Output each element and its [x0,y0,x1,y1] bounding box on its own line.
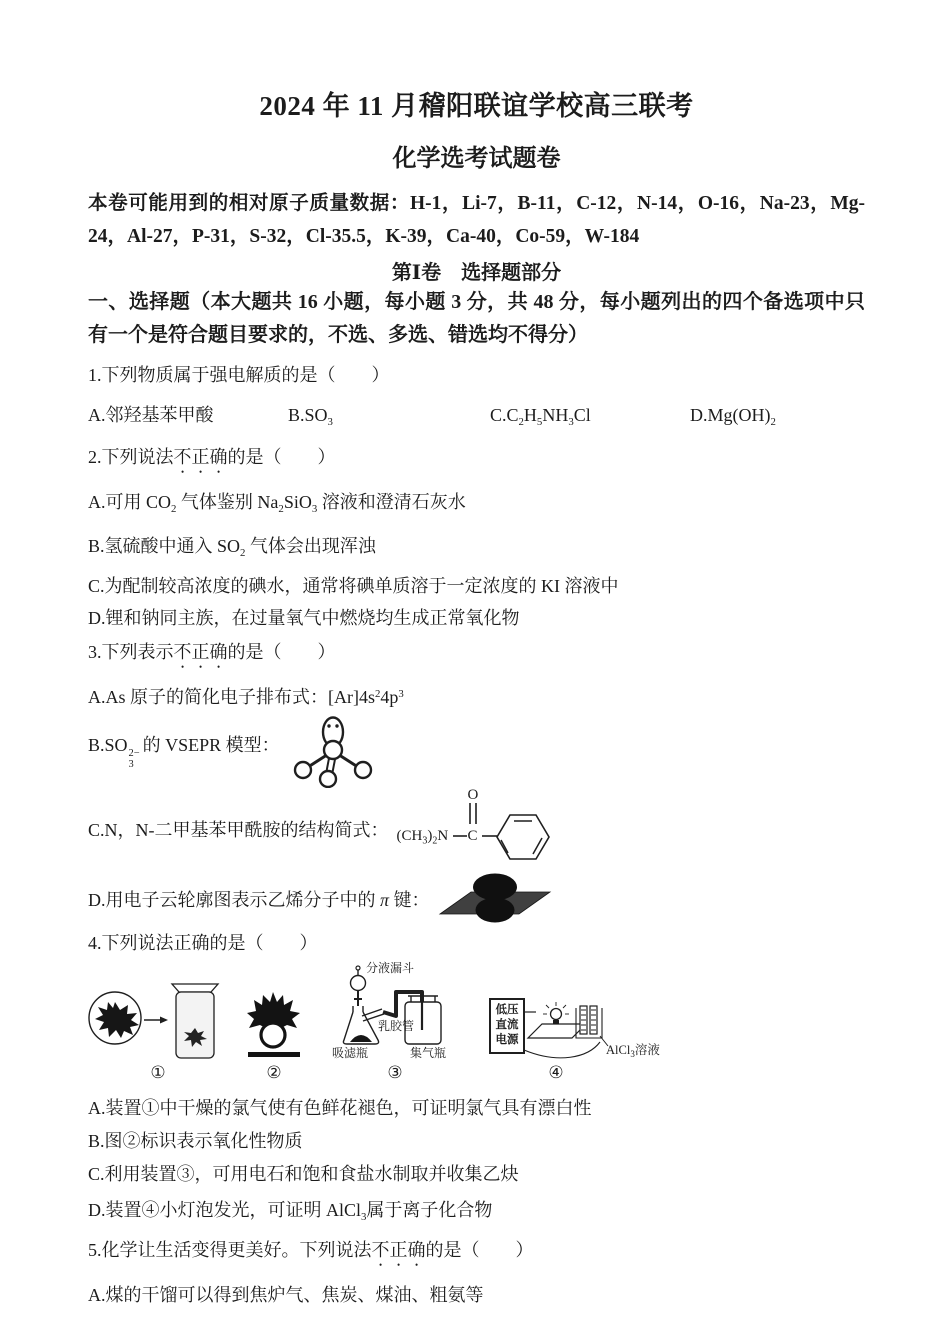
atomic-mass-note: 本卷可能用到的相对原子质量数据：H-1，Li-7，B-11，C-12，N-14，O-16，Na-23，Mg-24，Al-27，P-31，S-32，Cl-35.5，K-39，Ca-40，Co-59，W-184 [88,193,865,247]
question-2 [88,444,865,631]
question-1 [88,362,865,428]
question-1-option-c: $C.C_2H_5NH_3Cl$ [490,405,591,428]
gas-bottle-label: 集气瓶 [410,1046,447,1060]
question-3-option-b-text: B.SO 2− 3 的 VSEPR 模型： [88,734,280,770]
flame-over-circle-icon [246,990,302,1060]
section-title: 第Ⅰ卷 选择题部分 [391,262,562,284]
figure-1-flower-gas-bottle [88,976,228,1083]
question-4-figures [88,962,865,1083]
conductivity-apparatus-drawing [488,994,668,1060]
question-4-option-b: B.图②标识表示氧化性物质 [88,1131,303,1151]
rubber-tube-label: 乳胶管 [378,1019,415,1033]
question-4 [88,930,865,1223]
exam-subtitle: 化学选考试题卷 [392,146,561,172]
figure-3-acetylene-apparatus [320,962,470,1083]
question-4-option-d: D.装置④小灯泡发光，可证明 AlCl$_3$属于离子化合物 [88,1200,493,1223]
question-5-option-a: A.煤的干馏可以得到焦炉气、焦炭、煤油、粗氨等 [88,1285,484,1305]
question-2-option-b: B.氢硫酸中通入 $SO_2$ 气体会出现浑浊 [88,536,376,559]
acetylene-apparatus-drawing [320,962,470,1060]
benzamide-structure [397,788,567,872]
question-2-option-a: A.可用 $CO_2$ 气体鉴别 $Na_2SiO_3$ 溶液和澄清石灰水 [88,492,466,515]
question-4-stem: 4.下列说法正确的是（ ） [88,933,318,953]
carbonyl-oxygen-label: O [467,787,479,803]
separating-funnel-label: 分液漏斗 [366,961,415,975]
question-1-option-b: $B.SO_3$ [288,405,333,428]
question-2-stem: 2.下列说法不正确的是（ ） [88,447,336,467]
figure-4-conductivity-apparatus [488,994,668,1083]
question-3-option-d-text: D.用电子云轮廓图表示乙烯分子中的 π 键： [88,890,430,910]
question-3-option-c [88,788,865,872]
question-1-stem: 1.下列物质属于强电解质的是（ ） [88,365,390,385]
question-1-option-d: $D.Mg(OH)_2$ [690,405,776,428]
question-5-stem: 5.化学让生活变得更美好。下列说法不正确的是（ ） [88,1240,534,1260]
question-2-option-d: D.锂和钠同主族，在过量氧气中燃烧均生成正常氧化物 [88,608,520,628]
question-4-option-c: C.利用装置③，可用电石和饱和食盐水制取并收集乙炔 [88,1164,519,1184]
question-3-stem: 3.下列表示不正确的是（ ） [88,642,336,662]
question-2-option-c: C.为配制较高浓度的碘水，通常将碘单质溶于一定浓度的 KI 溶液中 [88,576,619,596]
alcl3-solution-label: AlCl$_3$溶液 [606,1043,660,1060]
question-1-options [88,402,865,428]
question-3-option-c-text: C.N，N-二甲基苯甲酰胺的结构简式： [88,820,389,840]
carbonyl-carbon-label: C [467,828,478,844]
question-4-option-a: A.装置①中干燥的氯气使有色鲜花褪色，可证明氯气具有漂白性 [88,1098,592,1118]
figure-2-number: ② [266,1063,282,1082]
question-3-option-a: A.As 原子的简化电子排布式：$[Ar]4s^24p^3$ [88,687,404,707]
pi-bond-electron-cloud-icon [438,872,552,928]
figure-3-number: ③ [387,1063,403,1082]
dimethylamino-group-label: $(CH_3)_2N$ [396,828,449,847]
exam-title: 2024 年 11 月稽阳联谊学校高三联考 [259,91,694,121]
dc-power-supply-label: 低压 直流 电源 [495,1004,519,1046]
vsepr-model-icon [288,714,374,788]
suction-flask-label: 吸滤瓶 [332,1046,369,1060]
question-3-option-b [88,714,865,788]
question-1-option-a: A.邻羟基苯甲酸 [88,405,214,425]
figure-4-number: ④ [548,1063,564,1082]
figure-1-number: ① [150,1063,166,1082]
flower-bleach-test-icon [88,976,228,1060]
figure-2-oxidizer-symbol [246,990,302,1083]
question-3-option-d [88,872,865,928]
section-instructions: 一、选择题（本大题共 16 小题，每小题 3 分，共 48 分，每小题列出的四个备选项中只有一个是符合题目要求的，不选、多选、错选均不得分） [88,291,865,346]
question-3 [88,639,865,928]
question-5 [88,1237,865,1308]
